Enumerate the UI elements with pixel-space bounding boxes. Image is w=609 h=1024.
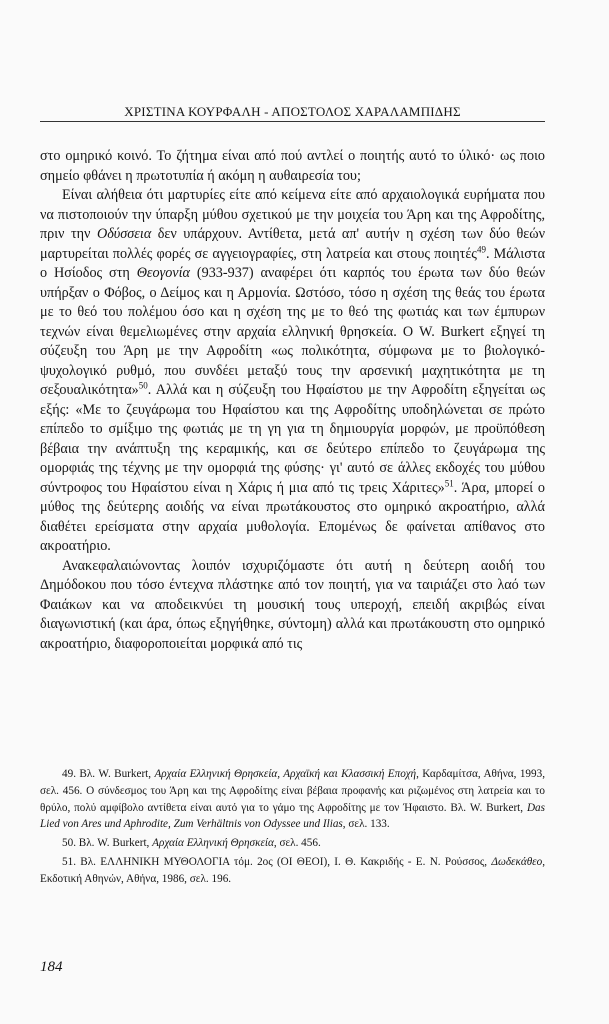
paragraph-2: Είναι αλήθεια ότι μαρτυρίες είτε από κείμενα είτε από αρχαιολογικά ευρήματα που να πιστοποιούν την ύπαρξη μύθου σχετικού με την μοιχεία του Άρη και της Αφροδίτης, πριν την Οδύσσεια δεν υπάρχουν. Αντίθετα, μετά απ' αυτήν η σχέση των δύο θεών μαρτυρείται πολλές φορές σε αγγειογραφίες, στη λατρεία και στους ποιητές$^{49}$. Μάλιστα ο Ησίοδος στη Θεογονία (933-937) αναφέρει ότι καρπός του έρωτα των δύο θεών υπήρξαν ο Φόβος, ο Δείμος και η Αρμονία. Ωστόσο, τόσο η σχέση της θεάς του έρωτα με το θεό του πολέμου όσο και η σχέση της με το θεό της φωτιάς και των έμπυρων τεχνών είναι θεμελιωμένες στην αρχαία ελληνική θρησκεία. Ο W. Burkert εξηγεί τη σύζευξη του Άρη με την Αφροδίτη «ως πολικότητα, σύμφωνα με το βιολογικό-ψυχολογικό ρυθμό, που συνδέει μεταξύ τους την αρσενική μαχητικότητα με τη σεξουαλικότητα»$^{50}$. Αλλά και η σύζευξη του Ηφαίστου με την Αφροδίτη εξηγείται ως εξής: «Με το ζευγάρωμα του Ηφαίστου και της Αφροδίτης υποδηλώνεται σε πρώτο επίπεδο το σμίξιμο της φωτιάς με τη γη για τη δημιουργία μορφών, με προϋπόθεση βέβαια την ανάπτυξη της κεραμικής, και σε δεύτερο επίπεδο το ζευγάρωμα της ομορφιάς της τέχνης με την ομορφιά της φύσης· γι' αυτό σε άλλες εκδοχές του μύθου σύντροφος του Ηφαίστου είναι η Χάρις ή μια από τις τρεις Χάριτες»$^{51}$. Άρα, μπορεί ο μύθος της δεύτερης αοιδής να είναι πρωτάκουστος στο ομηρικό ακροατήριο, αλλά διαθέτει ερείσματα στην αρχαία μυθολογία. Επομένως δε φαίνεται απίθανος στο ακροατήριο.: [40, 187, 545, 554]
body-text: [40, 147, 545, 654]
paragraph-3: Ανακεφαλαιώνοντας λοιπόν ισχυριζόμαστε ότι αυτή η δεύτερη αοιδή του Δημόδοκου που τόσο έντεχνα πλάστηκε από τον ποιητή, για να ταιριάζει στο λαό των Φαιάκων και να αποδεικνύει τη μουσική τους υπεροχή, επειδή ακριβώς είναι διαγωνιστική (και άρα, όπως εξηγήθηκε, σύντομη) αλλά και πρωτάκουστη στο ομηρικό ακροατήριο, διαφοροποιείται μορφικά από τις: [40, 557, 545, 652]
footnote-ref-49[interactable]: 49: [476, 243, 486, 254]
running-header: ΧΡΙΣΤΙΝΑ ΚΟΥΡΦΑΛΗ - ΑΠΟΣΤΟΛΟΣ ΧΑΡΑΛΑΜΠΙΔΗΣ: [124, 104, 461, 119]
footnote-49: 49. Βλ. W. Burkert, Αρχαία Ελληνική Θρησκεία, Αρχαϊκή και Κλασσική Εποχή, Καρδαμίτσα, Αθήνα, 1993, σελ. 456. Ο σύνδεσμος του Άρη και της Αφροδίτης είναι βέβαια προφανής και ριζωμένος στη λατρεία και το θρύλο, πολύ αμφίβολο αντίθετα είναι αυτό για το γάμο της Αφροδίτης με τον Ήφαιστο. Βλ. W. Burkert, Das Lied von Ares und Aphrodite, Zum Verhältnis von Odyssee und Ilias, σελ. 133.: [40, 768, 545, 831]
footnote-ref-51[interactable]: 51: [444, 477, 454, 488]
page-number: 184: [40, 959, 63, 975]
header-rule: [40, 121, 545, 122]
footnotes: [40, 766, 545, 888]
work-title: Οδύσσεια: [96, 226, 152, 242]
footnote-ref-50[interactable]: 50: [138, 380, 148, 391]
paragraph-1: στο ομηρικό κοινό. Το ζήτημα είναι από πού αντλεί ο ποιητής αυτό το ύλικό· ως ποιο σημείο φθάνει η πρωτοτυπία ή ακόμη η αυθαιρεσία του;: [40, 148, 545, 184]
footnote-51: 51. Βλ. ΕΛΛΗΝΙΚΗ ΜΥΘΟΛΟΓΙΑ τόμ. 2ος (ΟΙ ΘΕΟΙ), Ι. Θ. Κακριδής - Ε. Ν. Ρούσσος, Δωδεκάθεο, Εκδοτική Αθηνών, Αθήνα, 1986, σελ. 196.: [40, 855, 545, 885]
work-title: Θεογονία: [136, 265, 190, 281]
footnote-50: 50. Βλ. W. Burkert, Αρχαία Ελληνική Θρησκεία, σελ. 456.: [62, 837, 321, 850]
